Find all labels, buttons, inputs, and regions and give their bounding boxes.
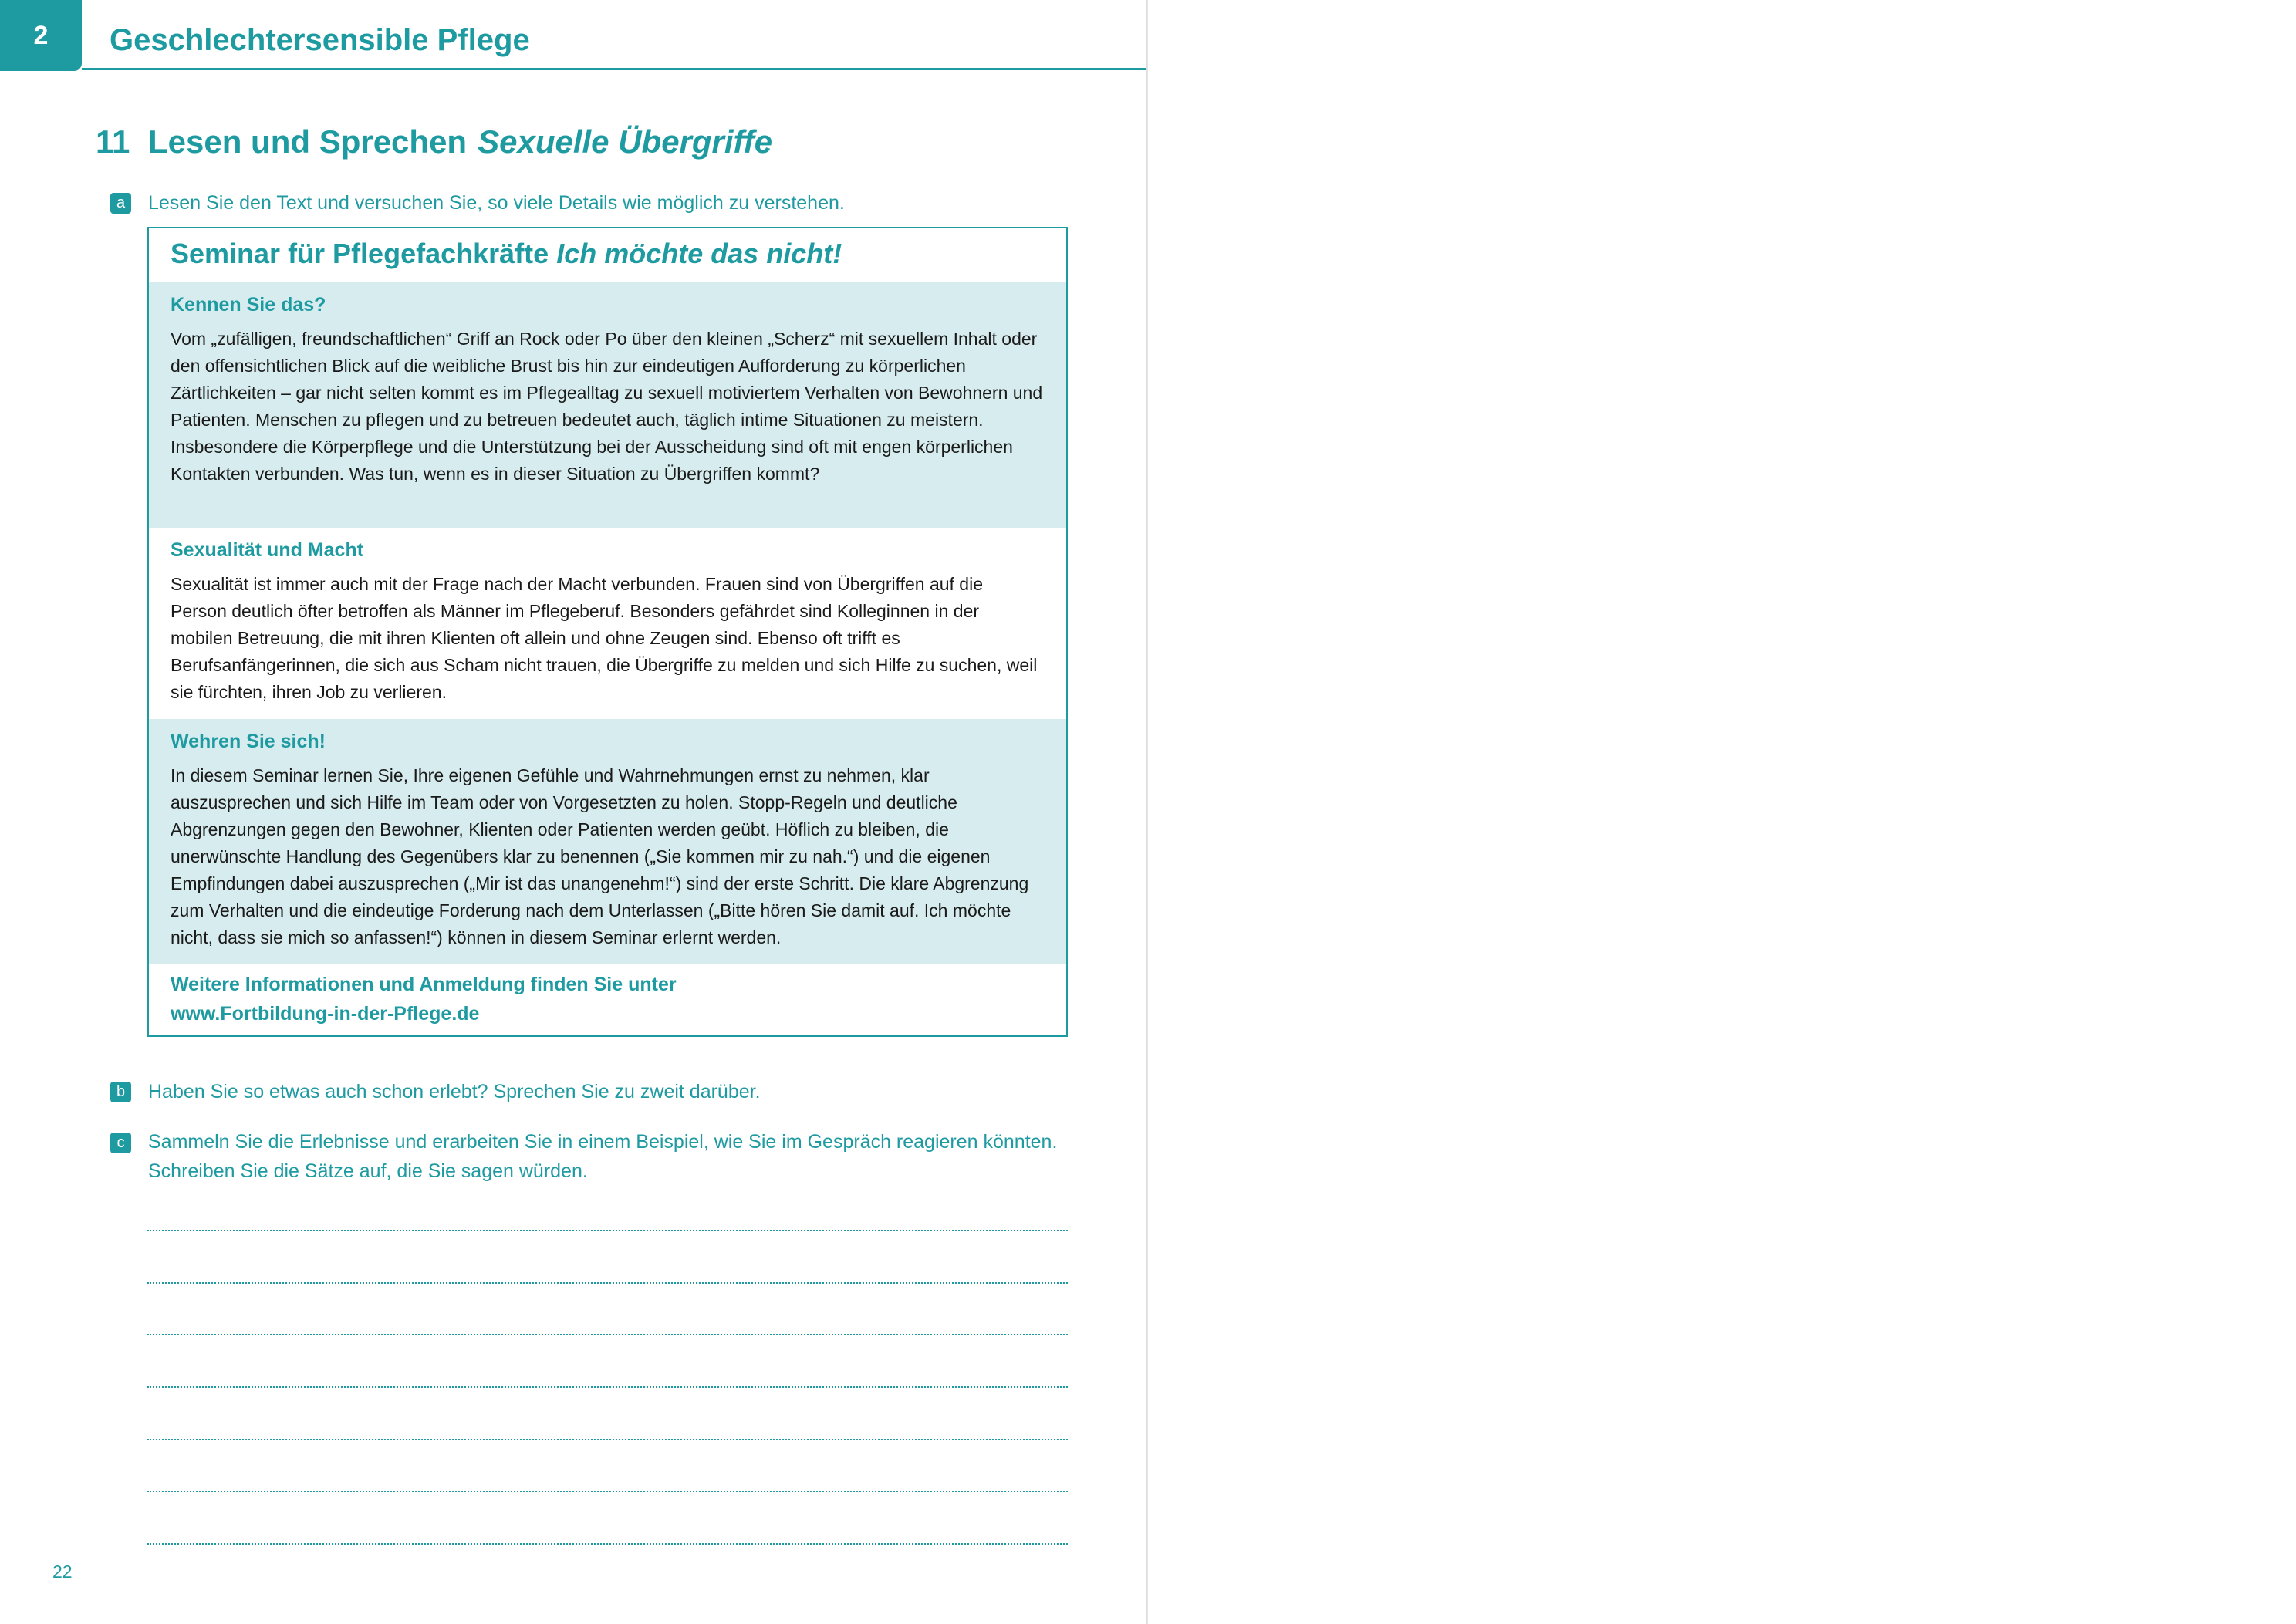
writing-line[interactable]: [147, 1543, 1068, 1545]
footer-info-text: Weitere Informationen und Anmeldung finden Sie unter: [171, 974, 677, 995]
task-number: 11: [96, 123, 130, 160]
writing-line[interactable]: [147, 1491, 1068, 1492]
header-divider: [82, 68, 1148, 70]
section-heading: Kennen Sie das?: [171, 294, 326, 316]
right-page-blank: [1148, 0, 2296, 1624]
footer-url-link[interactable]: www.Fortbildung-in-der-Pflege.de: [171, 1003, 480, 1025]
seminar-text-box: [147, 227, 1068, 1037]
section-text: Vom „zufälligen, freundschaftlichen“ Griff an Rock oder Po über den kleinen „Scherz“ mit sexuellem Inhalt oder den offensichtlichen Blick auf die weibliche Brust bis hin zur eindeutigen Aufforderung zu körperlichen Zärtlichkeiten – gar nicht selten kommt es im Pflegealltag zu sexuell motiviertem Verhalten von Bewohnern und Patienten. Menschen zu pflegen und zu betreuen bedeutet auch, täglich intime Situationen zu meistern. Insbesondere die Körperpflege und die Unterstützung bei der Ausscheidung sind oft mit engen körperlichen Kontakten verbunden. Was tun, wenn es in dieser Situation zu Übergriffen kommt?: [171, 329, 1043, 484]
item-c-badge: c: [110, 1133, 131, 1153]
section-text: Sexualität ist immer auch mit der Frage nach der Macht verbunden. Frauen sind von Übergriffen auf die Person deutlich öfter betroffen als Männer im Pflegeberuf. Besonders gefährdet sind Kolleginnen in der mobilen Betreuung, die mit ihren Klienten oft allein und ohne Zeugen sind. Ebenso oft trifft es Berufsanfängerinnen, die sich aus Scham nicht trauen, die Übergriffe zu melden und sich Hilfe zu suchen, weil sie fürchten, ihren Job zu verlieren.: [171, 574, 1038, 702]
item-c-instruction: [148, 1127, 1057, 1186]
section-kennen-sie-das: [149, 282, 1066, 528]
seminar-footer: [171, 970, 677, 1028]
task-title: Lesen und Sprechen: [148, 123, 468, 160]
writing-line[interactable]: [147, 1386, 1068, 1388]
item-a-instruction: Lesen Sie den Text und versuchen Sie, so viele Details wie möglich zu verstehen.: [148, 192, 845, 214]
item-b-badge: b: [110, 1082, 131, 1102]
task-subtitle: Sexuelle Übergriffe: [478, 123, 773, 160]
section-heading: Wehren Sie sich!: [171, 731, 326, 752]
section-heading: Sexualität und Macht: [171, 539, 364, 561]
section-wehren-sie-sich: [149, 719, 1066, 964]
section-sexualitaet-und-macht: [149, 528, 1066, 721]
page-number: 22: [52, 1562, 73, 1582]
item-c-line-1: Sammeln Sie die Erlebnisse und erarbeiten Sie in einem Beispiel, wie Sie im Gespräch reagieren könnten.: [148, 1131, 1058, 1153]
writing-line[interactable]: [147, 1439, 1068, 1440]
chapter-title: Geschlechtersensible Pflege: [110, 23, 530, 57]
item-b-instruction: Haben Sie so etwas auch schon erlebt? Sprechen Sie zu zweit darüber.: [148, 1081, 761, 1102]
seminar-title: [171, 238, 842, 270]
writing-line[interactable]: [147, 1282, 1068, 1284]
chapter-number-tab: 2: [0, 0, 82, 71]
item-c-line-2: Schreiben Sie die Sätze auf, die Sie sagen würden.: [148, 1160, 588, 1182]
seminar-title-italic: Ich möchte das nicht!: [556, 238, 842, 269]
section-text: In diesem Seminar lernen Sie, Ihre eigenen Gefühle und Wahrnehmungen ernst zu nehmen, klar auszusprechen und sich Hilfe im Team oder von Vorgesetzten zu holen. Stopp-Regeln und deutliche Abgrenzungen gegen den Bewohner, Klienten oder Patienten werden geübt. Höflich zu bleiben, die unerwünschte Handlung des Gegenübers klar zu benennen („Sie kommen mir zu nah.“) und die eigenen Empfindungen dabei auszusprechen („Mir ist das unangenehm!“) sind der erste Schritt. Die klare Abgrenzung zum Verhalten und die eindeutige Forderung nach dem Unterlassen („Bitte hören Sie damit auf. Ich möchte nicht, dass sie mich so anfassen!“) können in diesem Seminar erlernt werden.: [171, 765, 1029, 947]
seminar-title-main: Seminar für Pflegefachkräfte: [171, 238, 549, 269]
writing-line[interactable]: [147, 1334, 1068, 1335]
item-a-badge: a: [110, 193, 131, 214]
writing-line[interactable]: [147, 1230, 1068, 1231]
task-heading: [96, 123, 772, 160]
